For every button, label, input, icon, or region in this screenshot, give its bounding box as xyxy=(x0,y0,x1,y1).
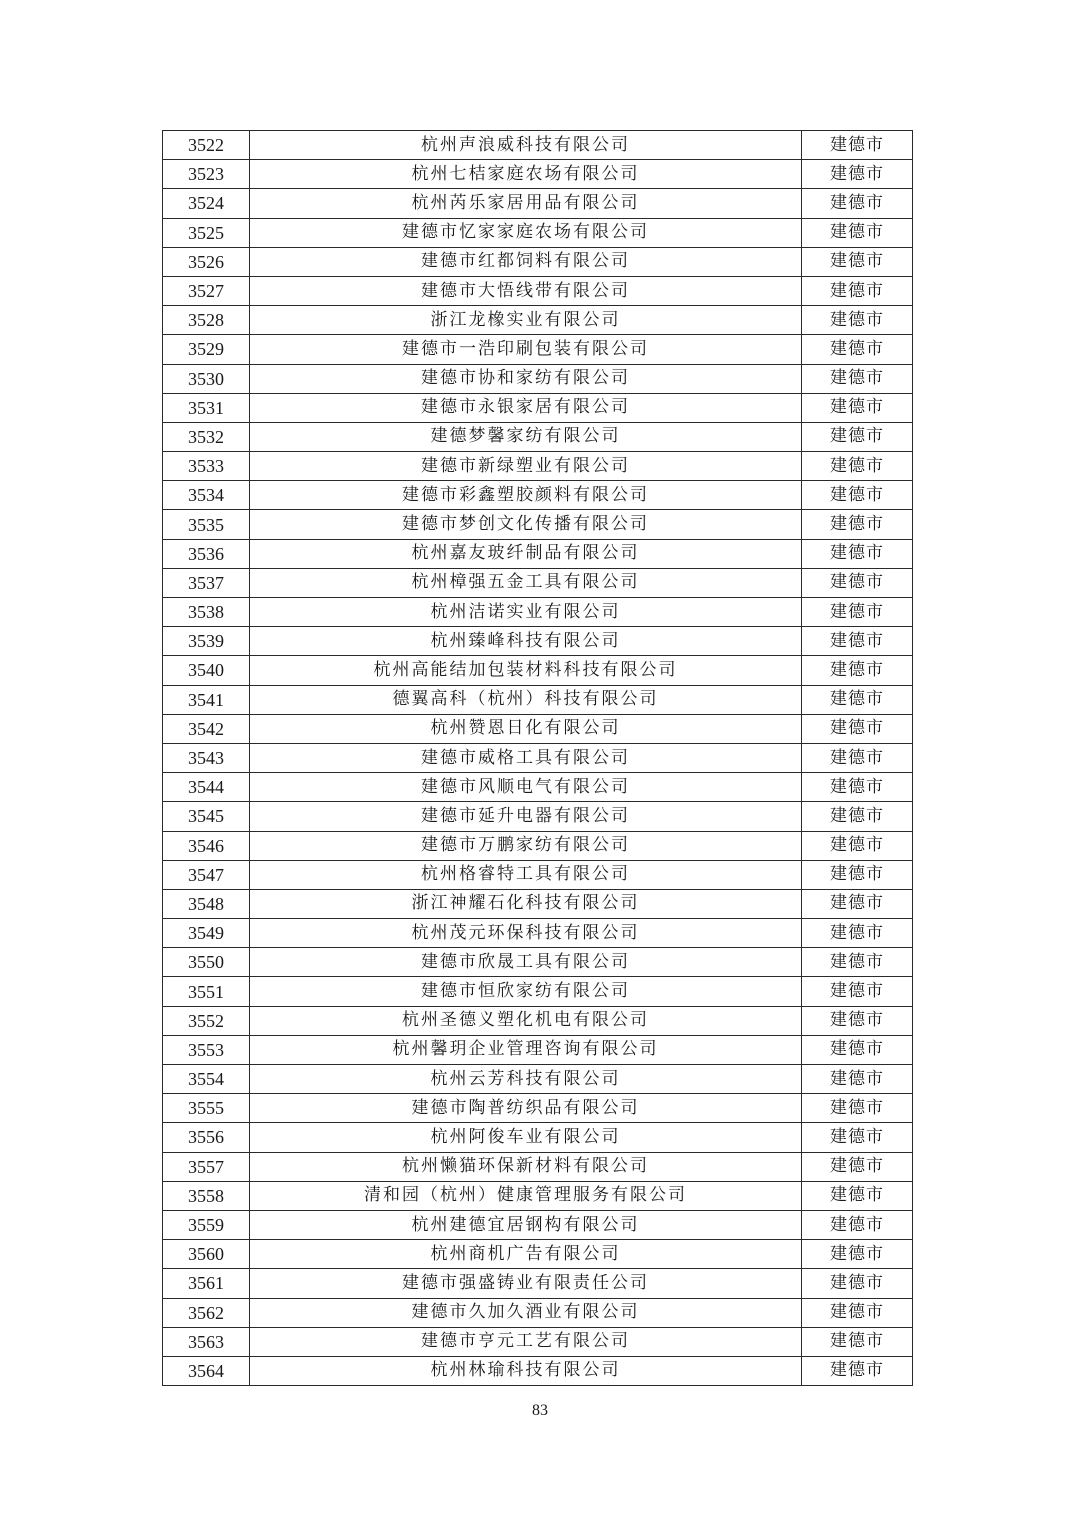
row-number-cell: 3544 xyxy=(163,773,250,802)
table-row xyxy=(163,422,913,451)
row-number-cell: 3522 xyxy=(163,131,250,160)
table-body xyxy=(163,131,913,1386)
table-row xyxy=(163,189,913,218)
company-name-cell: 杭州七桔家庭农场有限公司 xyxy=(250,160,802,189)
city-cell: 建德市 xyxy=(802,276,913,305)
company-name-cell: 杭州茂元环保科技有限公司 xyxy=(250,919,802,948)
company-name-cell: 建德市协和家纺有限公司 xyxy=(250,364,802,393)
company-name-cell: 建德市恒欣家纺有限公司 xyxy=(250,977,802,1006)
city-cell: 建德市 xyxy=(802,1210,913,1239)
row-number-cell: 3564 xyxy=(163,1356,250,1385)
city-cell: 建德市 xyxy=(802,189,913,218)
row-number-cell: 3539 xyxy=(163,627,250,656)
company-name-cell: 杭州建德宜居钢构有限公司 xyxy=(250,1210,802,1239)
table-row xyxy=(163,1094,913,1123)
company-name-cell: 杭州樟强五金工具有限公司 xyxy=(250,568,802,597)
page-number: 83 xyxy=(532,1402,548,1419)
table-row xyxy=(163,598,913,627)
table-row xyxy=(163,510,913,539)
company-name-cell: 杭州云芳科技有限公司 xyxy=(250,1065,802,1094)
city-cell: 建德市 xyxy=(802,452,913,481)
city-cell: 建德市 xyxy=(802,773,913,802)
row-number-cell: 3561 xyxy=(163,1269,250,1298)
city-cell: 建德市 xyxy=(802,306,913,335)
company-name-cell: 建德市欣晟工具有限公司 xyxy=(250,948,802,977)
table-row xyxy=(163,1035,913,1064)
company-name-cell: 建德市一浩印刷包装有限公司 xyxy=(250,335,802,364)
row-number-cell: 3541 xyxy=(163,685,250,714)
city-cell: 建德市 xyxy=(802,860,913,889)
table-row xyxy=(163,481,913,510)
city-cell: 建德市 xyxy=(802,627,913,656)
company-name-cell: 杭州懒猫环保新材料有限公司 xyxy=(250,1152,802,1181)
table-row xyxy=(163,306,913,335)
table-row xyxy=(163,1327,913,1356)
company-name-cell: 建德市新绿塑业有限公司 xyxy=(250,452,802,481)
row-number-cell: 3534 xyxy=(163,481,250,510)
city-cell: 建德市 xyxy=(802,831,913,860)
row-number-cell: 3551 xyxy=(163,977,250,1006)
row-number-cell: 3547 xyxy=(163,860,250,889)
city-cell: 建德市 xyxy=(802,802,913,831)
city-cell: 建德市 xyxy=(802,889,913,918)
row-number-cell: 3556 xyxy=(163,1123,250,1152)
row-number-cell: 3558 xyxy=(163,1181,250,1210)
company-name-cell: 建德市万鹏家纺有限公司 xyxy=(250,831,802,860)
table-row xyxy=(163,393,913,422)
table-row xyxy=(163,948,913,977)
row-number-cell: 3529 xyxy=(163,335,250,364)
row-number-cell: 3528 xyxy=(163,306,250,335)
city-cell: 建德市 xyxy=(802,919,913,948)
company-name-cell: 建德市风顺电气有限公司 xyxy=(250,773,802,802)
city-cell: 建德市 xyxy=(802,1181,913,1210)
city-cell: 建德市 xyxy=(802,422,913,451)
row-number-cell: 3531 xyxy=(163,393,250,422)
table-row xyxy=(163,831,913,860)
company-name-cell: 杭州芮乐家居用品有限公司 xyxy=(250,189,802,218)
city-cell: 建德市 xyxy=(802,598,913,627)
company-name-cell: 建德市亨元工艺有限公司 xyxy=(250,1327,802,1356)
city-cell: 建德市 xyxy=(802,1298,913,1327)
table-row xyxy=(163,743,913,772)
city-cell: 建德市 xyxy=(802,1035,913,1064)
city-cell: 建德市 xyxy=(802,1065,913,1094)
company-name-cell: 浙江龙橡实业有限公司 xyxy=(250,306,802,335)
row-number-cell: 3532 xyxy=(163,422,250,451)
city-cell: 建德市 xyxy=(802,247,913,276)
city-cell: 建德市 xyxy=(802,1152,913,1181)
company-name-cell: 杭州嘉友玻纤制品有限公司 xyxy=(250,539,802,568)
company-name-cell: 建德市久加久酒业有限公司 xyxy=(250,1298,802,1327)
table-row xyxy=(163,1210,913,1239)
row-number-cell: 3536 xyxy=(163,539,250,568)
city-cell: 建德市 xyxy=(802,714,913,743)
row-number-cell: 3525 xyxy=(163,218,250,247)
city-cell: 建德市 xyxy=(802,1123,913,1152)
company-list-table-wrapper xyxy=(162,130,912,1386)
table-row xyxy=(163,773,913,802)
city-cell: 建德市 xyxy=(802,948,913,977)
table-row xyxy=(163,1152,913,1181)
row-number-cell: 3553 xyxy=(163,1035,250,1064)
row-number-cell: 3535 xyxy=(163,510,250,539)
company-name-cell: 杭州洁诺实业有限公司 xyxy=(250,598,802,627)
row-number-cell: 3538 xyxy=(163,598,250,627)
table-row xyxy=(163,714,913,743)
row-number-cell: 3549 xyxy=(163,919,250,948)
row-number-cell: 3559 xyxy=(163,1210,250,1239)
row-number-cell: 3545 xyxy=(163,802,250,831)
row-number-cell: 3542 xyxy=(163,714,250,743)
city-cell: 建德市 xyxy=(802,685,913,714)
row-number-cell: 3533 xyxy=(163,452,250,481)
company-name-cell: 杭州高能结加包装材料科技有限公司 xyxy=(250,656,802,685)
city-cell: 建德市 xyxy=(802,335,913,364)
table-row xyxy=(163,247,913,276)
table-row xyxy=(163,276,913,305)
row-number-cell: 3530 xyxy=(163,364,250,393)
city-cell: 建德市 xyxy=(802,218,913,247)
company-name-cell: 建德市大悟线带有限公司 xyxy=(250,276,802,305)
company-name-cell: 建德市强盛铸业有限责任公司 xyxy=(250,1269,802,1298)
city-cell: 建德市 xyxy=(802,160,913,189)
company-name-cell: 建德市梦创文化传播有限公司 xyxy=(250,510,802,539)
table-row xyxy=(163,889,913,918)
table-row xyxy=(163,919,913,948)
table-row xyxy=(163,685,913,714)
table-row xyxy=(163,1240,913,1269)
table-row xyxy=(163,1298,913,1327)
city-cell: 建德市 xyxy=(802,1094,913,1123)
company-name-cell: 杭州臻峰科技有限公司 xyxy=(250,627,802,656)
table-row xyxy=(163,1006,913,1035)
table-row xyxy=(163,627,913,656)
row-number-cell: 3546 xyxy=(163,831,250,860)
row-number-cell: 3554 xyxy=(163,1065,250,1094)
company-name-cell: 德翼高科（杭州）科技有限公司 xyxy=(250,685,802,714)
table-row xyxy=(163,1269,913,1298)
table-row xyxy=(163,568,913,597)
city-cell: 建德市 xyxy=(802,393,913,422)
city-cell: 建德市 xyxy=(802,1327,913,1356)
city-cell: 建德市 xyxy=(802,1240,913,1269)
row-number-cell: 3548 xyxy=(163,889,250,918)
table-row xyxy=(163,802,913,831)
row-number-cell: 3563 xyxy=(163,1327,250,1356)
company-name-cell: 建德梦馨家纺有限公司 xyxy=(250,422,802,451)
table-row xyxy=(163,1123,913,1152)
table-row xyxy=(163,364,913,393)
city-cell: 建德市 xyxy=(802,1356,913,1385)
table-row xyxy=(163,218,913,247)
row-number-cell: 3552 xyxy=(163,1006,250,1035)
row-number-cell: 3543 xyxy=(163,743,250,772)
table-row xyxy=(163,539,913,568)
company-name-cell: 建德市陶普纺织品有限公司 xyxy=(250,1094,802,1123)
row-number-cell: 3526 xyxy=(163,247,250,276)
company-name-cell: 建德市彩鑫塑胶颜料有限公司 xyxy=(250,481,802,510)
table-row xyxy=(163,160,913,189)
table-row xyxy=(163,452,913,481)
city-cell: 建德市 xyxy=(802,656,913,685)
city-cell: 建德市 xyxy=(802,131,913,160)
company-name-cell: 杭州格睿特工具有限公司 xyxy=(250,860,802,889)
company-name-cell: 杭州馨玥企业管理咨询有限公司 xyxy=(250,1035,802,1064)
city-cell: 建德市 xyxy=(802,1006,913,1035)
table-row xyxy=(163,131,913,160)
company-name-cell: 杭州林瑜科技有限公司 xyxy=(250,1356,802,1385)
row-number-cell: 3524 xyxy=(163,189,250,218)
company-name-cell: 杭州阿俊车业有限公司 xyxy=(250,1123,802,1152)
table-row xyxy=(163,977,913,1006)
row-number-cell: 3557 xyxy=(163,1152,250,1181)
company-name-cell: 杭州声浪威科技有限公司 xyxy=(250,131,802,160)
row-number-cell: 3562 xyxy=(163,1298,250,1327)
city-cell: 建德市 xyxy=(802,1269,913,1298)
company-name-cell: 浙江神耀石化科技有限公司 xyxy=(250,889,802,918)
company-name-cell: 建德市红都饲料有限公司 xyxy=(250,247,802,276)
company-name-cell: 建德市忆家家庭农场有限公司 xyxy=(250,218,802,247)
table-row xyxy=(163,656,913,685)
table-row xyxy=(163,1181,913,1210)
table-row xyxy=(163,335,913,364)
company-name-cell: 杭州圣德义塑化机电有限公司 xyxy=(250,1006,802,1035)
row-number-cell: 3550 xyxy=(163,948,250,977)
city-cell: 建德市 xyxy=(802,481,913,510)
row-number-cell: 3537 xyxy=(163,568,250,597)
city-cell: 建德市 xyxy=(802,539,913,568)
city-cell: 建德市 xyxy=(802,510,913,539)
city-cell: 建德市 xyxy=(802,364,913,393)
company-name-cell: 建德市永银家居有限公司 xyxy=(250,393,802,422)
city-cell: 建德市 xyxy=(802,977,913,1006)
table-row xyxy=(163,860,913,889)
row-number-cell: 3560 xyxy=(163,1240,250,1269)
row-number-cell: 3527 xyxy=(163,276,250,305)
company-name-cell: 清和园（杭州）健康管理服务有限公司 xyxy=(250,1181,802,1210)
city-cell: 建德市 xyxy=(802,743,913,772)
row-number-cell: 3555 xyxy=(163,1094,250,1123)
city-cell: 建德市 xyxy=(802,568,913,597)
row-number-cell: 3523 xyxy=(163,160,250,189)
company-list-table xyxy=(162,130,913,1386)
company-name-cell: 杭州商机广告有限公司 xyxy=(250,1240,802,1269)
company-name-cell: 建德市延升电器有限公司 xyxy=(250,802,802,831)
company-name-cell: 建德市威格工具有限公司 xyxy=(250,743,802,772)
company-name-cell: 杭州赞恩日化有限公司 xyxy=(250,714,802,743)
table-row xyxy=(163,1065,913,1094)
row-number-cell: 3540 xyxy=(163,656,250,685)
table-row xyxy=(163,1356,913,1385)
